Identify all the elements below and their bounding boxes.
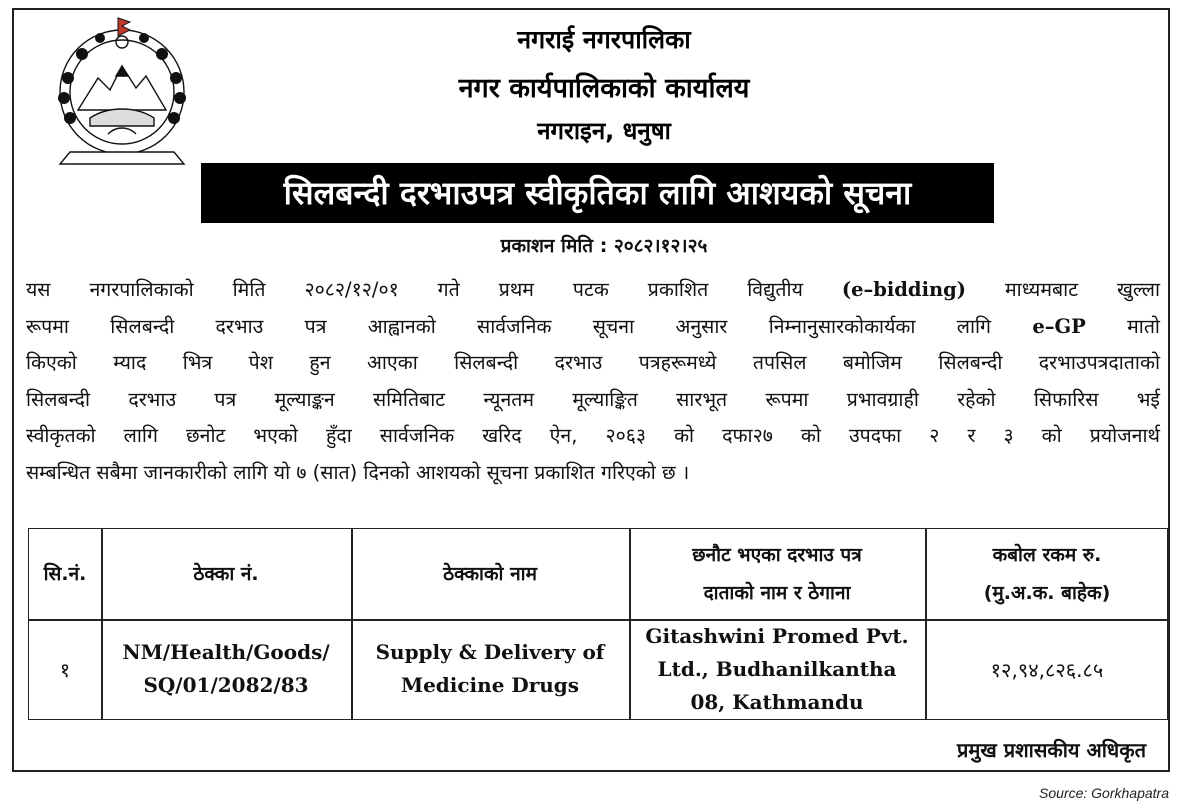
body-line: किएको म्याद भित्र पेश हुन आएका सिलबन्दी दरभाउ पत्रहरूमध्ये तपसिल बमोजिम सिलबन्दी दरभाउपत्रदाताको bbox=[26, 351, 1160, 374]
body-line: स्वीकृतको लागि छनोट भएको हुँदा सार्वजनिक खरिद ऐन, २०६३ को दफा२७ को उपदफा २ र ३ को प्रयोजनार्थ bbox=[26, 424, 1160, 447]
office-department: नगर कार्यपालिकाको कार्यालय bbox=[458, 73, 750, 104]
row-sn: १ bbox=[59, 657, 71, 682]
row-bidder: Gitashwini Promed Pvt. Ltd., Budhanilkantha 08, Kathmandu bbox=[645, 623, 909, 714]
header-sn: सि.नं. bbox=[43, 563, 87, 585]
office-location: नगराइन, धनुषा bbox=[537, 117, 671, 145]
notice-body bbox=[26, 272, 1160, 491]
source-credit: Source: Gorkhapatra bbox=[1039, 785, 1169, 801]
publish-date: प्रकाशन मिति : २०८२।१२।२५ bbox=[500, 235, 708, 257]
body-line: यस नगरपालिकाको मिति २०८२/१२/०१ गते प्रथम पटक प्रकाशित विद्युतीय (e–bidding) माध्यमबाट खुल्ला bbox=[26, 278, 1160, 301]
header-amount: कबोल रकम रु. (मु.अ.क. बाहेक) bbox=[983, 544, 1111, 604]
signatory: प्रमुख प्रशासकीय अधिकृत bbox=[957, 738, 1146, 762]
row-contract-no: NM/Health/Goods/ SQ/01/2082/83 bbox=[122, 640, 330, 697]
body-line: सम्बन्धित सबैमा जानकारीको लागि यो ७ (सात) दिनको आशयको सूचना प्रकाशित गरिएको छ । bbox=[26, 460, 690, 484]
header-contract-name: ठेक्काको नाम bbox=[443, 563, 537, 585]
award-table bbox=[28, 528, 1168, 720]
notice-frame bbox=[12, 8, 1170, 772]
nepal-emblem-logo bbox=[38, 14, 206, 174]
body-line: सिलबन्दी दरभाउ पत्र मूल्याङ्कन समितिबाट न्यूनतम मूल्याङ्कित सारभूत रूपमा प्रभावग्राही रहेको सिफारिस भई bbox=[26, 387, 1160, 411]
row-amount: १२,९४,८२६.८५ bbox=[990, 657, 1104, 682]
header-bidder: छनौट भएका दरभाउ पत्र दाताको नाम र ठेगाना bbox=[692, 544, 862, 604]
body-line: रूपमा सिलबन्दी दरभाउ पत्र आह्वानको सार्वजनिक सूचना अनुसार निम्नानुसारकोकार्यका लागि e–GP मातो bbox=[26, 314, 1160, 338]
notice-title-banner: सिलबन्दी दरभाउपत्र स्वीकृतिका लागि आशयको सूचना bbox=[201, 163, 994, 223]
row-contract-name: Supply & Delivery of Medicine Drugs bbox=[375, 640, 605, 697]
header-contract-no: ठेक्का नं. bbox=[193, 563, 259, 585]
office-name: नगराई नगरपालिका bbox=[517, 25, 691, 54]
